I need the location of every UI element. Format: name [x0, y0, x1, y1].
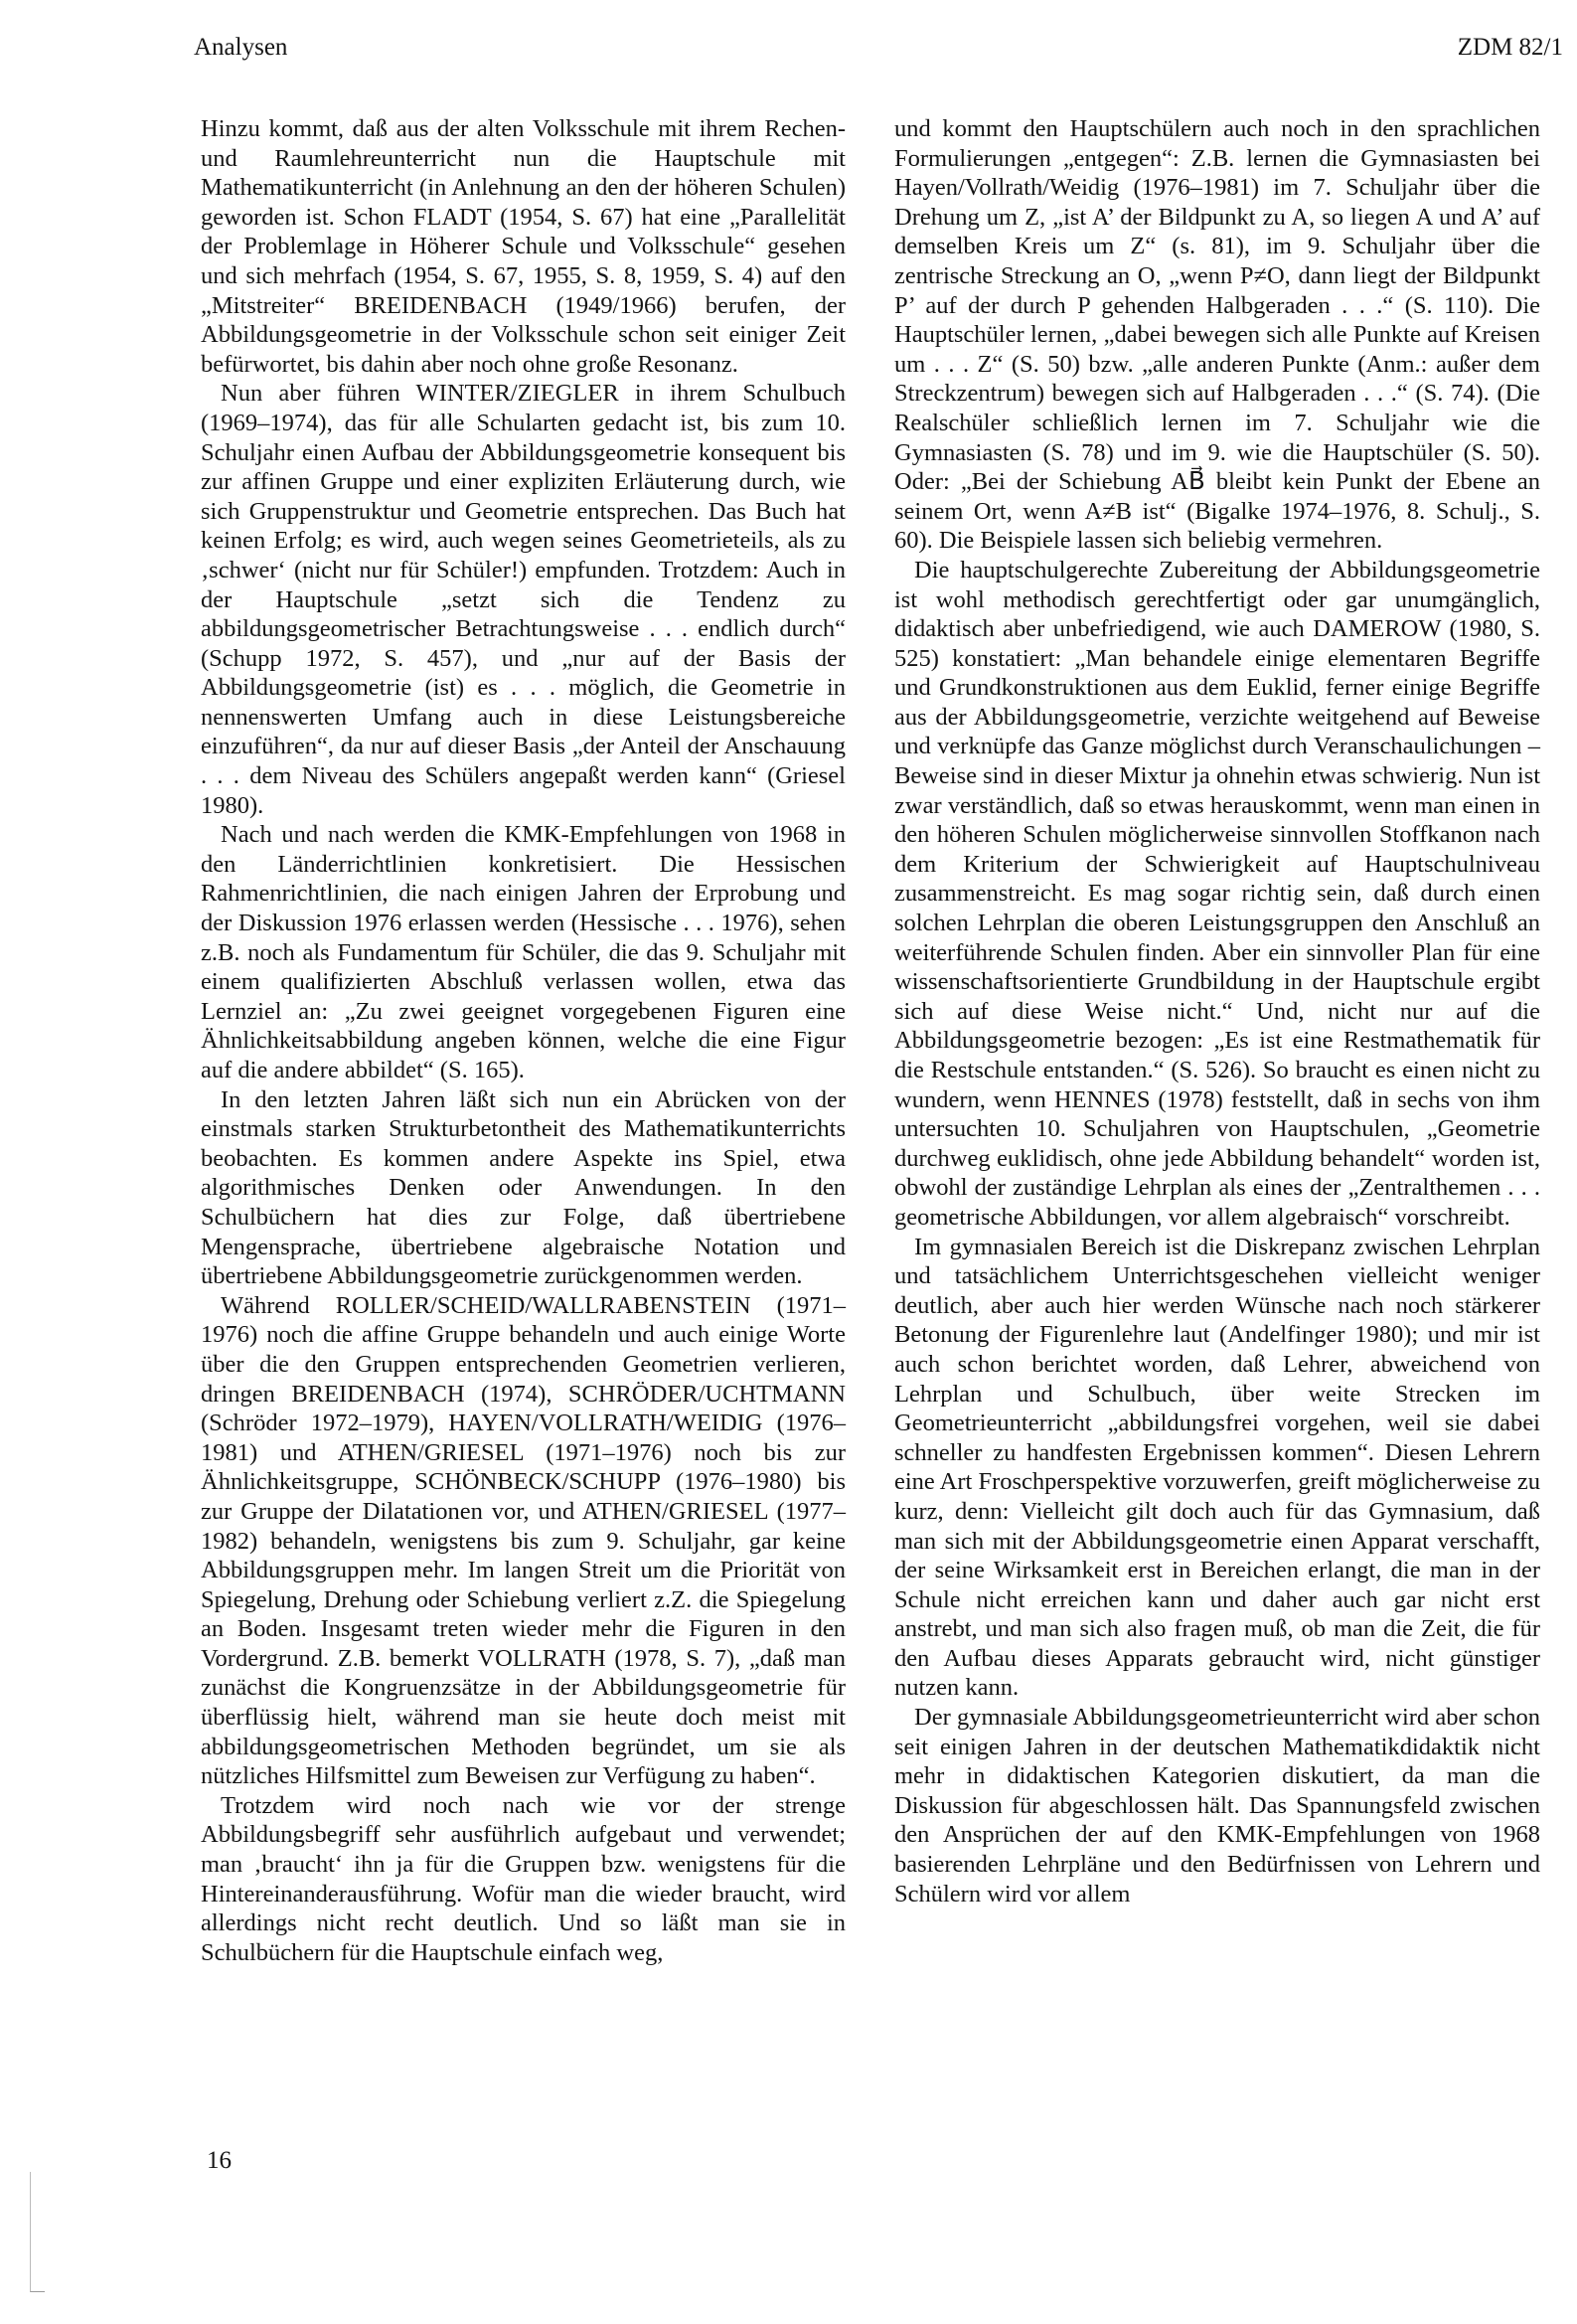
journal-header: ZDM 82/1 [1457, 34, 1563, 61]
right-column [894, 114, 1540, 1909]
left-column [201, 114, 846, 1967]
paragraph: Während ROLLER/SCHEID/WALLRABENSTEIN (1971–1976) noch die affine Gruppe behandeln und auch einige Worte über die den Gruppen entsprechenden Geometrien verlieren, dringen BREIDENBACH (1974), SCHRÖDER/UCHTMANN (Schröder 1972–1979), HAYEN/VOLLRATH/WEIDIG (1976–1981) und ATHEN/GRIESEL (1971–1976) noch bis zur Ähnlichkeitsgruppe, SCHÖNBECK/SCHUPP (1976–1980) bis zur Gruppe der Dilatationen vor, und ATHEN/GRIESEL (1977–1982) behandeln, wenigstens bis zum 9. Schuljahr, gar keine Abbildungsgruppen mehr. Im langen Streit um die Priorität von Spiegelung, Drehung oder Schiebung verliert z.Z. die Spiegelung an Boden. Insgesamt treten wieder mehr die Figuren in den Vordergrund. Z.B. bemerkt VOLLRATH (1978, S. 7), „daß man zunächst die Kongruenzsätze in der Abbildungsgeometrie für überflüssig hielt, während man sie heute doch meist mit abbildungsgeometrischen Methoden begründet, um sie als nützliches Hilfsmittel zum Beweisen zur Verfügung zu haben“. [201, 1291, 846, 1790]
paragraph: Trotzdem wird noch nach wie vor der strenge Abbildungsbegriff sehr ausführlich aufgebaut und verwendet; man ‚braucht‘ ihn ja für die Gruppen bzw. wenigstens für die Hintereinanderausführung. Wofür man die wieder braucht, wird allerdings nicht recht deutlich. Und so läßt man sie in Schulbüchern für die Hauptschule einfach weg, [201, 1791, 846, 1966]
paragraph: Im gymnasialen Bereich ist die Diskrepanz zwischen Lehrplan und tatsächlichem Unterrichtsgeschehen vielleicht weniger deutlich, aber auch hier werden Wünsche nach noch stärkerer Betonung der Figurenlehre laut (Andelfinger 1980); und mir ist auch schon berichtet worden, daß Lehrer, abweichend von Lehrplan und Schulbuch, über weite Strecken im Geometrieunterricht „abbildungsfrei vorgehen, weil sie dabei schneller zu handfesten Ergebnissen kommen“. Diesen Lehrern eine Art Froschperspektive vorzuwerfen, greift möglicherweise zu kurz, denn: Vielleicht gilt doch auch für das Gymnasium, daß man sich mit der Abbildungsgeometrie einen Apparat verschafft, der seine Wirksamkeit erst in Bereichen erlangt, die man in der Schule nicht erreichen kann und daher auch gar nicht erst anstrebt, und man sich also fragen muß, ob man die Zeit, die für den Aufbau dieses Apparats gebraucht wird, nicht günstiger nutzen kann. [894, 1233, 1540, 1702]
paragraph: Nach und nach werden die KMK-Empfehlungen von 1968 in den Länderrichtlinien konkretisiert. Die Hessischen Rahmenrichtlinien, die nach einigen Jahren der Erprobung und der Diskussion 1976 erlassen werden (Hessische . . . 1976), sehen z.B. noch als Fundamentum für Schüler, die das 9. Schuljahr mit einem qualifizierten Abschluß verlassen wollen, etwa das Lernziel an: „Zu zwei geeignet vorgegebenen Figuren eine Ähnlichkeitsabbildung angeben können, welche die eine Figur auf die andere abbildet“ (S. 165). [201, 821, 846, 1083]
paragraph: Die hauptschulgerechte Zubereitung der Abbildungsgeometrie ist wohl methodisch gerechtfertigt oder gar unumgänglich, didaktisch aber unbefriedigend, wie auch DAMEROW (1980, S. 525) konstatiert: „Man behandele einige elementaren Begriffe und Grundkonstruktionen aus dem Euklid, ferner einige Begriffe aus der Abbildungsgeometrie, verzichte weitgehend auf Beweise und verknüpfe das Ganze möglichst durch Veranschaulichungen – Beweise sind in dieser Mixtur ja ohnehin etwas schwierig. Nun ist zwar verständlich, daß so etwas herauskommt, wenn man einen in den höheren Schulen möglicherweise sinnvollen Stoffkanon nach dem Kriterium der Schwierigkeit auf Hauptschulniveau zusammenstreicht. Es mag sogar richtig sein, daß durch einen solchen Lehrplan die oberen Leistungsgruppen den Anschluß an weiterführende Schulen finden. Aber ein sinnvoller Plan für eine wissenschaftsorientierte Grundbildung in der Hauptschule ergibt sich auf diese Weise nicht.“ Und, nicht nur auf die Abbildungsgeometrie bezogen: „Es ist eine Restmathematik für die Restschule entstanden.“ (S. 526). So braucht es einen nicht zu wundern, wenn HENNES (1978) feststellt, daß in sechs von ihm untersuchten 10. Schuljahren von Hauptschulen, „Geometrie durchweg euklidisch, ohne jede Abbildung behandelt“ worden ist, obwohl der zuständige Lehrplan als eines der „Zentralthemen . . . geometrische Abbildungen, vor allem algebraisch“ vorschreibt. [894, 556, 1540, 1231]
paragraph: Der gymnasiale Abbildungsgeometrieunterricht wird aber schon seit einigen Jahren in der deutschen Mathematikdidaktik nicht mehr in didaktischen Kategorien diskutiert, da man die Diskussion für abgeschlossen hält. Das Spannungsfeld zwischen den Ansprüchen der auf den KMK-Empfehlungen von 1968 basierenden Lehrpläne und den Bedürfnissen von Lehrern und Schülern wird vor allem [894, 1704, 1540, 1908]
page-number: 16 [207, 2147, 232, 2174]
paragraph: Hinzu kommt, daß aus der alten Volksschule mit ihrem Rechen- und Raumlehreunterricht nun die Hauptschule mit Mathematikunterricht (in Anlehnung an den der höheren Schulen) geworden ist. Schon FLADT (1954, S. 67) hat eine „Parallelität der Problemlage in Höherer Schule und Volksschule“ gesehen und sich mehrfach (1954, S. 67, 1955, S. 8, 1959, S. 4) auf den „Mitstreiter“ BREIDENBACH (1949/1966) berufen, der Abbildungsgeometrie in der Volksschule schon seit einiger Zeit befürwortet, bis dahin aber noch ohne große Resonanz. [201, 115, 846, 378]
paragraph: und kommt den Hauptschülern auch noch in den sprachlichen Formulierungen „entgegen“: Z.B. lernen die Gymnasiasten bei Hayen/Vollrath/Weidig (1976–1981) im 7. Schuljahr über die Drehung um Z, „ist A’ der Bildpunkt zu A, so liegen A und A’ auf demselben Kreis um Z“ (s. 81), im 9. Schuljahr über die zentrische Streckung an O, „wenn P≠O, dann liegt der Bildpunkt P’ auf der durch P gehenden Halbgeraden . . .“ (S. 110). Die Hauptschüler lernen, „dabei bewegen sich alle Punkte auf Kreisen um . . . Z“ (S. 50) bzw. „alle anderen Punkte (Anm.: außer dem Streckzentrum) bewegen sich auf Halbgeraden . . .“ (S. 74). (Die Realschüler schließlich lernen im 7. Schuljahr wie die Gymnasiasten (S. 78) und im 9. wie die Hauptschüler (S. 50). Oder: „Bei der Schiebung AB⃗ bleibt kein Punkt der Ebene an seinem Ort, wenn A≠B ist“ (Bigalke 1974–1976, 8. Schulj., S. 60). Die Beispiele lassen sich beliebig vermehren. [894, 115, 1540, 555]
section-header: Analysen [194, 34, 288, 61]
paragraph: Nun aber führen WINTER/ZIEGLER in ihrem Schulbuch (1969–1974), das für alle Schularten gedacht ist, bis zum 10. Schuljahr einen Aufbau der Abbildungsgeometrie konsequent bis zur affinen Gruppe und einer expliziten Erläuterung durch, wie sich Gruppenstruktur und Geometrie entsprechen. Das Buch hat keinen Erfolg; es wird, auch wegen seines Geometrieteils, als zu ‚schwer‘ (nicht nur für Schüler!) empfunden. Trotzdem: Auch in der Hauptschule „setzt sich die Tendenz zu abbildungsgeometrischer Betrachtungsweise . . . endlich durch“ (Schupp 1972, S. 457), und „nur auf der Basis der Abbildungsgeometrie (ist) es . . . möglich, die Geometrie in nennenswerten Umfang auch in diese Leistungsbereiche einzuführen“, da nur auf dieser Basis „der Anteil der Anschauung . . . dem Niveau des Schülers angepaßt werden kann“ (Griesel 1980). [201, 380, 846, 819]
margin-mark [30, 2172, 45, 2292]
paragraph: In den letzten Jahren läßt sich nun ein Abrücken von der einstmals starken Strukturbetontheit des Mathematikunterrichts beobachten. Es kommen andere Aspekte ins Spiel, etwa algorithmisches Denken oder Anwendungen. In den Schulbüchern hat dies zur Folge, daß übertriebene Mengensprache, übertriebene algebraische Notation und übertriebene Abbildungsgeometrie zurückgenommen werden. [201, 1085, 846, 1290]
